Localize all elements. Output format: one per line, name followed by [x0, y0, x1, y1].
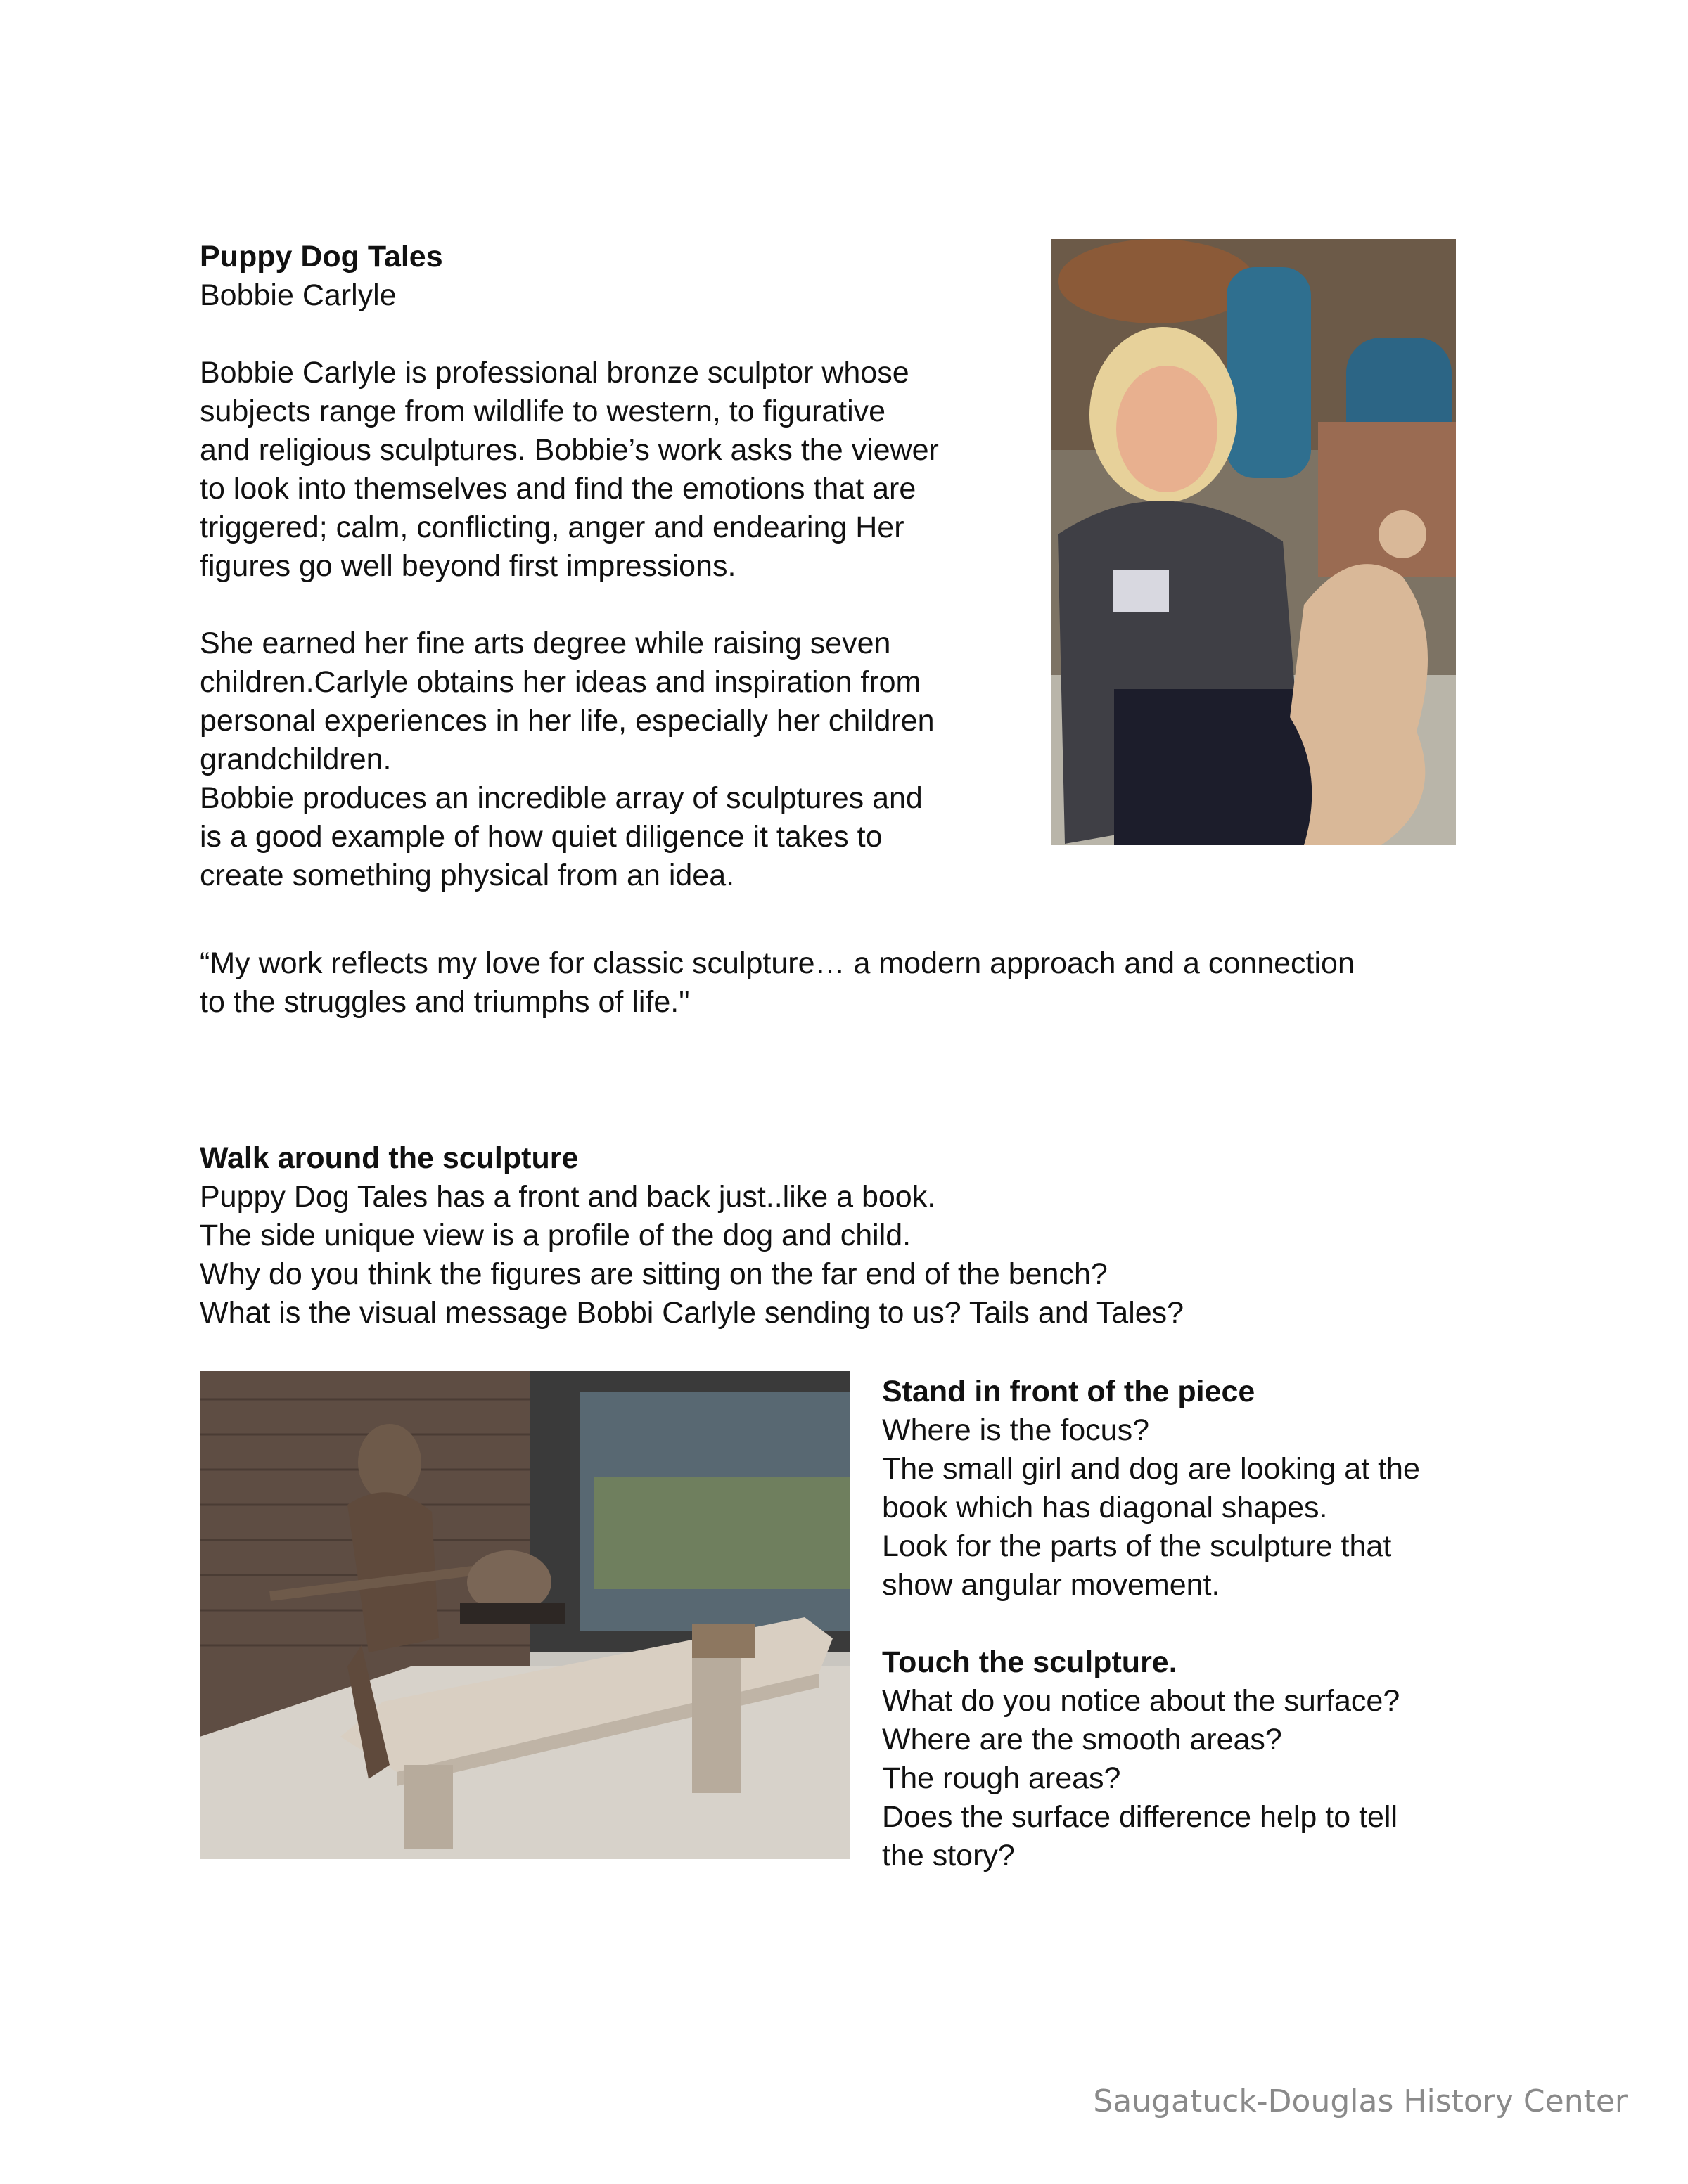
education-line: Bobbie produces an incredible array of sculptures and — [200, 781, 923, 815]
walk-line: What is the visual message Bobbi Carlyle sending to us? Tails and Tales? — [200, 1296, 1184, 1330]
spacer — [200, 586, 1030, 624]
artist-photo — [1051, 239, 1456, 845]
bio-line: triggered; calm, conflicting, anger and endearing Her — [200, 510, 904, 544]
walk-line: Puppy Dog Tales has a front and back just..like a book. — [200, 1180, 936, 1214]
education-line: She earned her fine arts degree while raising seven — [200, 627, 891, 660]
artist-quote — [200, 944, 1536, 1022]
footer-credit: Saugatuck-Douglas History Center — [1093, 2083, 1628, 2119]
sculpture-photo — [200, 1371, 850, 1859]
walk-line: The side unique view is a profile of the dog and child. — [200, 1219, 912, 1252]
stand-line: Look for the parts of the sculpture that — [882, 1529, 1392, 1563]
touch-line: Does the surface difference help to tell — [882, 1800, 1398, 1834]
touch-line: Where are the smooth areas? — [882, 1723, 1282, 1756]
education-line: create something physical from an idea. — [200, 859, 735, 892]
quote-line: to the struggles and triumphs of life." — [200, 985, 690, 1019]
walk-heading: Walk around the sculpture — [200, 1141, 579, 1175]
spacer — [882, 1605, 1557, 1643]
stand-line: The small girl and dog are looking at the — [882, 1452, 1420, 1486]
education-line: children.Carlyle obtains her ideas and inspiration from — [200, 665, 921, 699]
sculpture-photo-illustration — [200, 1371, 850, 1859]
walk-line: Why do you think the figures are sitting on the far end of the bench? — [200, 1257, 1108, 1291]
education-line: grandchildren. — [200, 743, 392, 776]
stand-touch-section — [882, 1373, 1557, 1875]
education-line: personal experiences in her life, especially her children — [200, 704, 935, 738]
touch-heading: Touch the sculpture. — [882, 1645, 1177, 1679]
touch-line: The rough areas? — [882, 1761, 1121, 1795]
bio-line: subjects range from wildlife to western, to figurative — [200, 394, 886, 428]
education-line: is a good example of how quiet diligence it takes to — [200, 820, 883, 854]
bio-line: to look into themselves and find the emotions that are — [200, 472, 916, 506]
artist-photo-illustration — [1051, 239, 1456, 845]
artist-name: Bobbie Carlyle — [200, 278, 397, 312]
stand-line: book which has diagonal shapes. — [882, 1491, 1328, 1524]
stand-line: show angular movement. — [882, 1568, 1220, 1602]
bio-line: Bobbie Carlyle is professional bronze sculptor whose — [200, 356, 909, 390]
walk-around-section — [200, 1139, 1536, 1332]
bio-line: and religious sculptures. Bobbie’s work asks the viewer — [200, 433, 939, 467]
touch-line: the story? — [882, 1839, 1015, 1873]
touch-line: What do you notice about the surface? — [882, 1684, 1400, 1718]
stand-heading: Stand in front of the piece — [882, 1375, 1255, 1408]
spacer — [200, 315, 1030, 354]
intro-section — [200, 238, 1030, 895]
stand-line: Where is the focus? — [882, 1413, 1150, 1447]
bio-line: figures go well beyond first impressions. — [200, 549, 736, 583]
page-title: Puppy Dog Tales — [200, 240, 443, 274]
quote-line: “My work reflects my love for classic sculpture… a modern approach and a connection — [200, 946, 1355, 980]
